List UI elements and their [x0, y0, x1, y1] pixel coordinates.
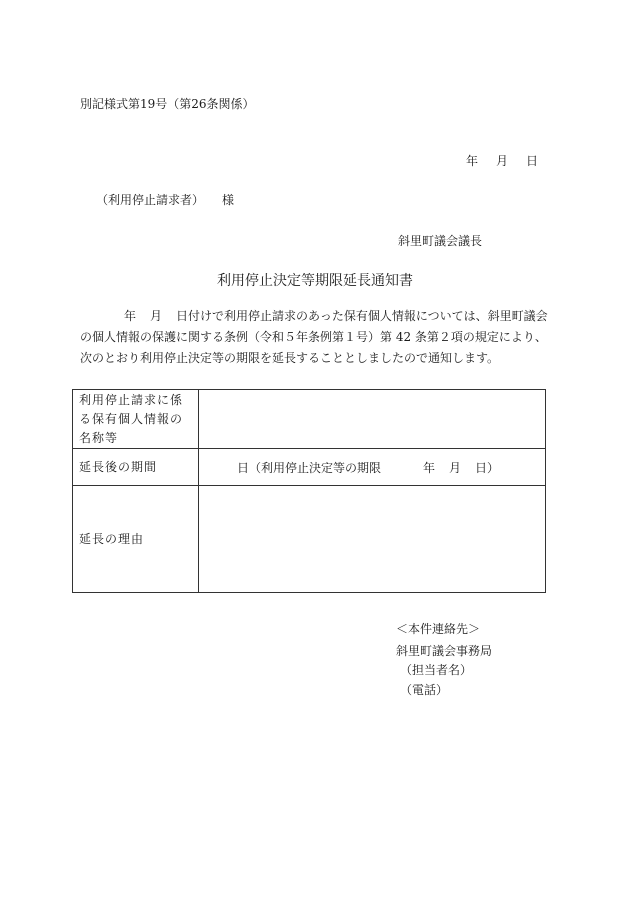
period-year: 年 — [423, 460, 436, 475]
body-paragraph — [80, 306, 552, 369]
sender: 斜里町議会議長 — [398, 234, 483, 248]
extended-period-value — [199, 449, 546, 486]
body-year: 年 — [124, 309, 137, 323]
extension-reason-value — [199, 486, 546, 593]
table-row — [73, 390, 546, 449]
period-month: 月 — [449, 460, 462, 475]
date-year: 年 — [466, 154, 479, 168]
date-day: 日 — [526, 154, 539, 168]
body-text: 日付けで利用停止請求のあった保有個人情報については、斜里町議会の個人情報の保護に関する条例（令和５年条例第１号）第 42 条第２項の規定により、次のとおり利用停止決定等の期限を延長することとしましたので通知します。 — [80, 309, 548, 365]
body-month: 月 — [150, 309, 163, 323]
info-name-value — [199, 390, 546, 449]
addressee-honorific: 様 — [222, 193, 235, 207]
date-month: 月 — [496, 154, 509, 168]
contact-heading: ＜本件連絡先＞ — [396, 622, 481, 636]
table-row — [73, 449, 546, 486]
date-line — [466, 152, 538, 169]
table-row — [73, 486, 546, 593]
extended-period-label: 延長後の期間 — [73, 449, 199, 486]
info-name-label: 利用停止請求に係る保有個人情報の名称等 — [73, 390, 199, 449]
extension-reason-label: 延長の理由 — [73, 486, 199, 593]
info-table — [72, 389, 546, 593]
form-number: 別記様式第19号（第26条関係） — [80, 97, 255, 111]
contact-office: 斜里町議会事務局 — [396, 644, 493, 658]
contact-person: （担当者名） — [400, 663, 473, 677]
contact-phone: （電話） — [400, 683, 449, 697]
addressee-name: （利用停止請求者） — [96, 193, 205, 207]
period-day: 日（利用停止決定等の期限 — [237, 460, 382, 475]
addressee — [96, 191, 234, 208]
period-end: 日） — [475, 460, 500, 475]
document-title: 利用停止決定等期限延長通知書 — [217, 273, 413, 289]
